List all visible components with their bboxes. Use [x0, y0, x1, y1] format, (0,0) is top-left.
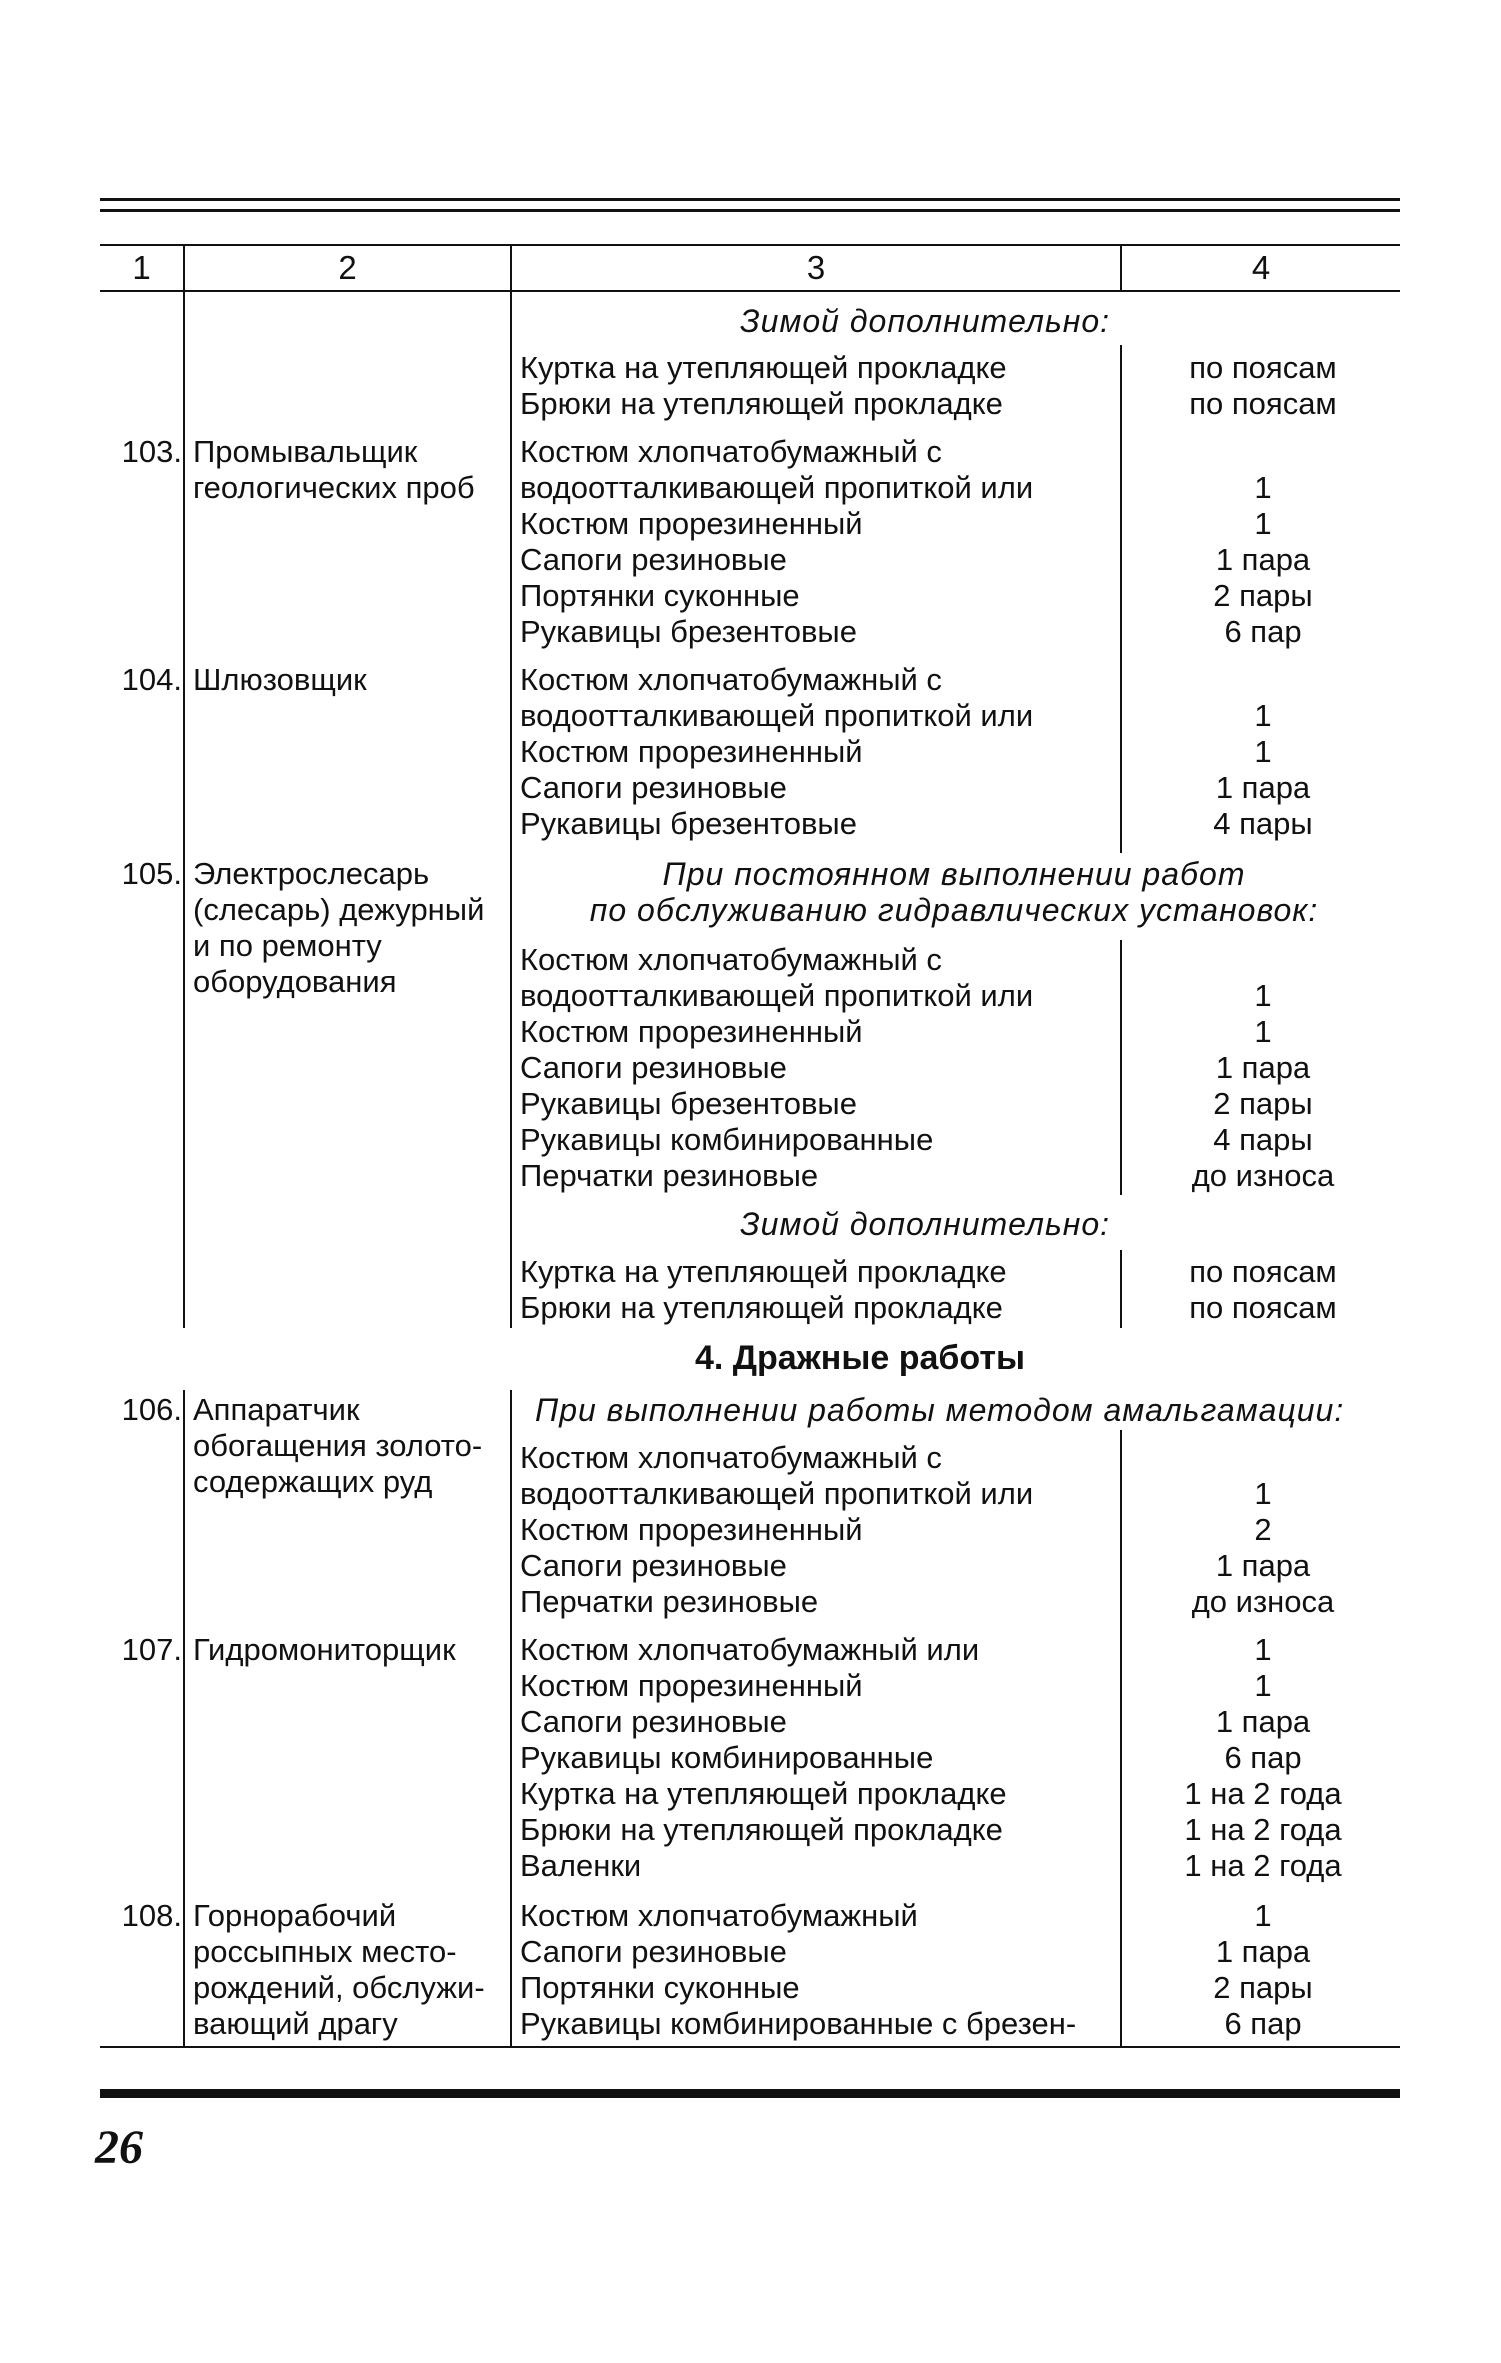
header-col3: 3	[806, 249, 826, 286]
item-text: Брюки на утепляющей прокладке	[520, 1290, 1003, 1325]
item-text: Рукавицы комбинированные	[520, 1122, 934, 1157]
item-text: Рукавицы брезентовые	[520, 806, 857, 841]
note-105-b: по обслуживанию гидравлических установок:	[589, 892, 1319, 928]
item-text: Костюм хлопчатобумажный с	[520, 1440, 942, 1475]
item-text: Рукавицы комбинированные	[520, 1740, 934, 1775]
top-double-rule	[100, 198, 1400, 201]
item-text: Куртка на утепляющей прокладке	[520, 1254, 1007, 1289]
item-text: Рукавицы комбинированные с брезен-	[520, 2006, 1077, 2041]
profession-name: Промывальщик	[193, 434, 418, 469]
profession-name: геологических проб	[193, 470, 475, 505]
item-qty: по поясам	[1189, 1254, 1337, 1289]
item-text: Перчатки резиновые	[520, 1158, 819, 1193]
item-qty: 1	[1254, 698, 1272, 733]
item-qty: 4 пары	[1213, 1122, 1313, 1157]
item-text: Костюм прорезиненный	[520, 1668, 863, 1703]
item-qty: 1	[1254, 1632, 1272, 1667]
item-qty: 1	[1254, 1476, 1272, 1511]
profession-name: (слесарь) дежурный	[193, 892, 485, 927]
item-text: Сапоги резиновые	[520, 1704, 787, 1739]
item-text: Брюки на утепляющей прокладке	[520, 386, 1003, 421]
item-qty: 4 пары	[1213, 806, 1313, 841]
profession-name: и по ремонту	[193, 928, 382, 963]
header-col1: 1	[132, 249, 151, 286]
item-text: Костюм хлопчатобумажный с	[520, 942, 942, 977]
item-text: Рукавицы брезентовые	[520, 1086, 857, 1121]
row-number: 106.	[121, 1392, 182, 1427]
item-qty: 1 пара	[1215, 1704, 1311, 1739]
item-text: Куртка на утепляющей прокладке	[520, 350, 1007, 385]
item-text: Брюки на утепляющей прокладке	[520, 1812, 1003, 1847]
item-text: Сапоги резиновые	[520, 1548, 787, 1583]
table-bottom-rule	[100, 2046, 1400, 2048]
divider-col1-2	[183, 244, 185, 1328]
row-number: 107.	[121, 1632, 182, 1667]
item-qty: 1	[1254, 1898, 1272, 1933]
top-double-rule-second	[100, 209, 1400, 212]
item-qty: по поясам	[1189, 350, 1337, 385]
item-qty: по поясам	[1189, 1290, 1337, 1325]
item-text: водоотталкивающей пропиткой или	[520, 1476, 1034, 1511]
item-qty: 1 пара	[1215, 542, 1311, 577]
divider-col2-3	[510, 244, 512, 1328]
item-qty: 1	[1254, 506, 1272, 541]
profession-name: рождений, обслужи-	[193, 1970, 485, 2005]
profession-name: Гидромониторщик	[193, 1632, 456, 1667]
note-winter-2: Зимой дополнительно:	[740, 1206, 1111, 1242]
item-text: Костюм прорезиненный	[520, 1014, 863, 1049]
item-text: Сапоги резиновые	[520, 1050, 787, 1085]
item-text: Костюм прорезиненный	[520, 734, 863, 769]
item-qty: 2 пары	[1213, 578, 1313, 613]
item-text: Сапоги резиновые	[520, 542, 787, 577]
item-qty: 1	[1254, 470, 1272, 505]
profession-name: обогащения золото-	[193, 1428, 483, 1463]
profession-name: Электрослесарь	[193, 856, 430, 891]
profession-name: Горнорабочий	[193, 1898, 397, 1933]
item-qty: до износа	[1191, 1584, 1335, 1619]
item-qty: 1 пара	[1215, 770, 1311, 805]
item-qty: 2 пары	[1213, 1086, 1313, 1121]
item-qty: 1	[1254, 978, 1272, 1013]
item-text: Костюм хлопчатобумажный с	[520, 434, 942, 469]
item-text: Портянки суконные	[520, 578, 800, 613]
profession-name: Шлюзовщик	[193, 662, 367, 697]
item-text: водоотталкивающей пропиткой или	[520, 470, 1034, 505]
header-col2: 2	[338, 249, 357, 286]
row-number: 105.	[121, 856, 182, 891]
divider-col3-4-d	[1120, 1430, 1122, 2046]
note-105: При постоянном выполнении работ	[662, 856, 1246, 892]
page-number: 26	[95, 2121, 143, 2174]
item-qty: 6 пар	[1224, 1740, 1302, 1775]
item-qty: 1	[1254, 1668, 1272, 1703]
header-bottom-rule	[100, 290, 1400, 292]
item-text: Сапоги резиновые	[520, 770, 787, 805]
profession-name: вающий драгу	[193, 2006, 398, 2041]
item-text: Куртка на утепляющей прокладке	[520, 1776, 1007, 1811]
item-qty: 6 пар	[1224, 2006, 1302, 2041]
item-qty: 1 на 2 года	[1184, 1812, 1342, 1847]
item-text: Костюм хлопчатобумажный	[520, 1898, 918, 1933]
section-title: 4. Дражные работы	[694, 1339, 1026, 1377]
divider-col3-4-c	[1120, 1250, 1122, 1328]
profession-name: содержащих руд	[193, 1464, 433, 1499]
row-number: 108.	[121, 1898, 182, 1933]
item-text: Перчатки резиновые	[520, 1584, 819, 1619]
divider-col1-2-lower	[183, 1390, 185, 2046]
item-text: водоотталкивающей пропиткой или	[520, 698, 1034, 733]
divider-col2-3-lower	[510, 1390, 512, 2046]
item-text: Костюм прорезиненный	[520, 506, 863, 541]
divider-col3-4-a	[1120, 345, 1122, 853]
note-winter-1: Зимой дополнительно:	[740, 303, 1111, 339]
item-qty: 1 пара	[1215, 1050, 1311, 1085]
header-col4: 4	[1251, 249, 1271, 286]
item-qty: 2	[1254, 1512, 1272, 1547]
item-text: Костюм хлопчатобумажный или	[520, 1632, 980, 1667]
divider-col3-4-b	[1120, 940, 1122, 1195]
item-text: Валенки	[520, 1848, 642, 1883]
note-106: При выполнении работы методом амальгамации:	[535, 1392, 1345, 1428]
item-qty: 1	[1254, 1014, 1272, 1049]
item-qty: 1 пара	[1215, 1548, 1311, 1583]
row-number: 104.	[121, 662, 182, 697]
item-text: Портянки суконные	[520, 1970, 800, 2005]
item-qty: по поясам	[1189, 386, 1337, 421]
item-text: Сапоги резиновые	[520, 1934, 787, 1969]
row-number: 103.	[121, 434, 182, 469]
item-qty: 6 пар	[1224, 614, 1302, 649]
item-qty: до износа	[1191, 1158, 1335, 1193]
bottom-thick-rule	[100, 2089, 1400, 2098]
item-qty: 1	[1254, 734, 1272, 769]
profession-name: Аппаратчик	[193, 1392, 360, 1427]
item-text: Костюм прорезиненный	[520, 1512, 863, 1547]
item-text: Рукавицы брезентовые	[520, 614, 857, 649]
profession-name: оборудования	[193, 964, 397, 999]
profession-name: россыпных место-	[193, 1934, 457, 1969]
item-qty: 1 на 2 года	[1184, 1776, 1342, 1811]
item-text: водоотталкивающей пропиткой или	[520, 978, 1034, 1013]
item-text: Костюм хлопчатобумажный с	[520, 662, 942, 697]
header-top-rule	[100, 244, 1400, 246]
item-qty: 1 пара	[1215, 1934, 1311, 1969]
item-qty: 2 пары	[1213, 1970, 1313, 2005]
item-qty: 1 на 2 года	[1184, 1848, 1342, 1883]
